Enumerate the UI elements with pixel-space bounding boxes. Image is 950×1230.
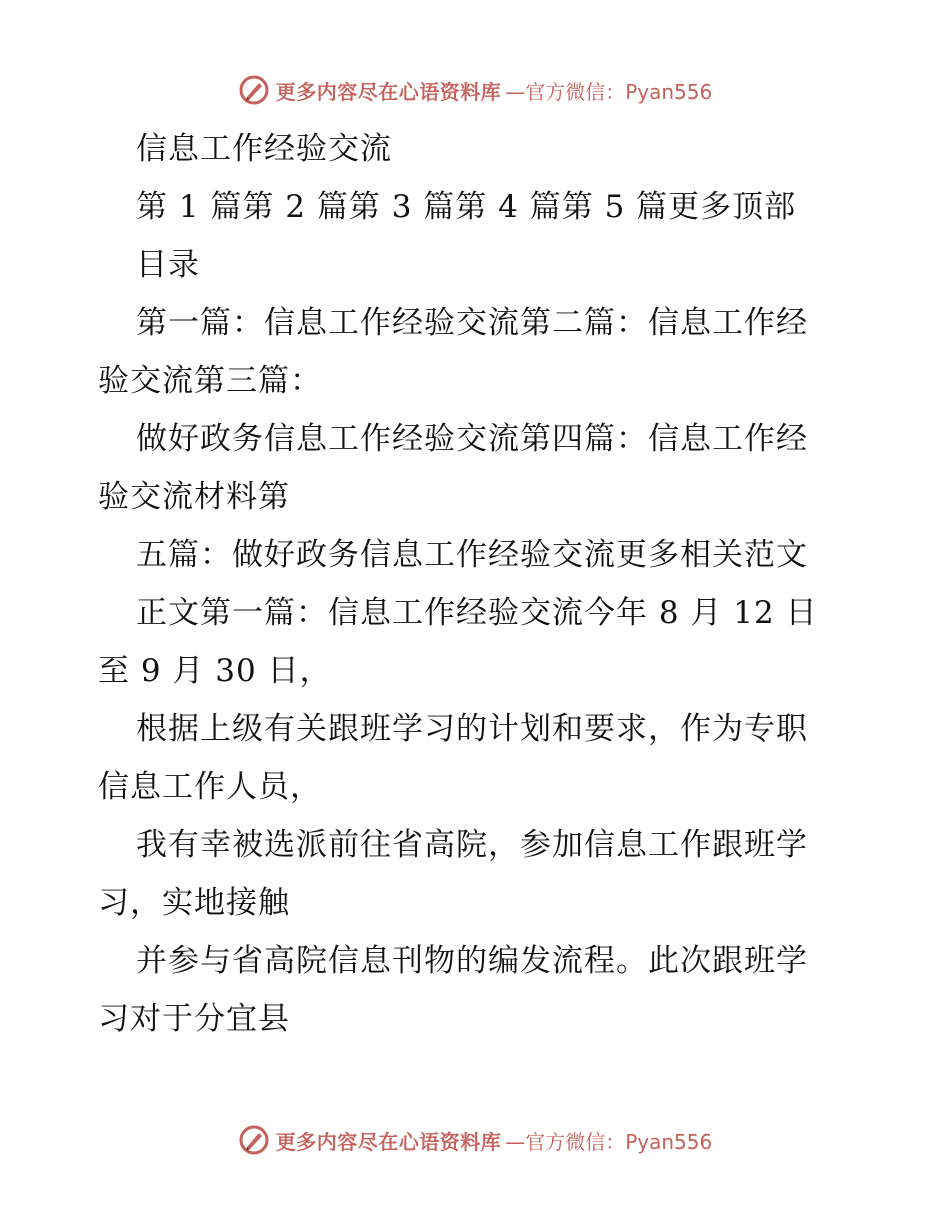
header-banner	[0, 70, 950, 110]
footer-banner	[0, 1120, 950, 1160]
doc-line: 习对于分宜县	[98, 1001, 290, 1037]
doc-line: 信息工作人员，	[98, 769, 322, 805]
doc-line: 第一篇：信息工作经验交流第二篇：信息工作经	[136, 305, 808, 341]
pen-logo-icon	[238, 74, 270, 106]
chapter-nav: 第 1 篇第 2 篇第 3 篇第 4 篇第 5 篇更多顶部	[136, 189, 797, 225]
footer-wechat-text: —官方微信：Pyan556	[505, 1129, 713, 1154]
doc-line: 根据上级有关跟班学习的计划和要求，作为专职	[136, 711, 808, 747]
doc-line: 验交流材料第	[98, 479, 290, 515]
doc-line: 五篇：做好政务信息工作经验交流更多相关范文	[136, 537, 808, 573]
pen-logo-icon	[238, 1124, 270, 1156]
doc-line: 验交流第三篇：	[98, 363, 322, 399]
doc-line: 至 9 月 30 日，	[98, 653, 332, 689]
header-wechat-text: —官方微信：Pyan556	[505, 79, 713, 104]
doc-line: 并参与省高院信息刊物的编发流程。此次跟班学	[136, 943, 808, 979]
header-brand-text: 更多内容尽在心语资料库	[275, 79, 502, 104]
document-body	[98, 120, 858, 1048]
doc-line: 做好政务信息工作经验交流第四篇：信息工作经	[136, 421, 808, 457]
toc-heading: 目录	[136, 247, 200, 283]
doc-line: 我有幸被选派前往省高院，参加信息工作跟班学	[136, 827, 808, 863]
doc-title: 信息工作经验交流	[136, 131, 392, 167]
doc-line: 正文第一篇：信息工作经验交流今年 8 月 12 日	[136, 595, 818, 631]
footer-brand-text: 更多内容尽在心语资料库	[275, 1129, 502, 1154]
doc-line: 习，实地接触	[98, 885, 290, 921]
